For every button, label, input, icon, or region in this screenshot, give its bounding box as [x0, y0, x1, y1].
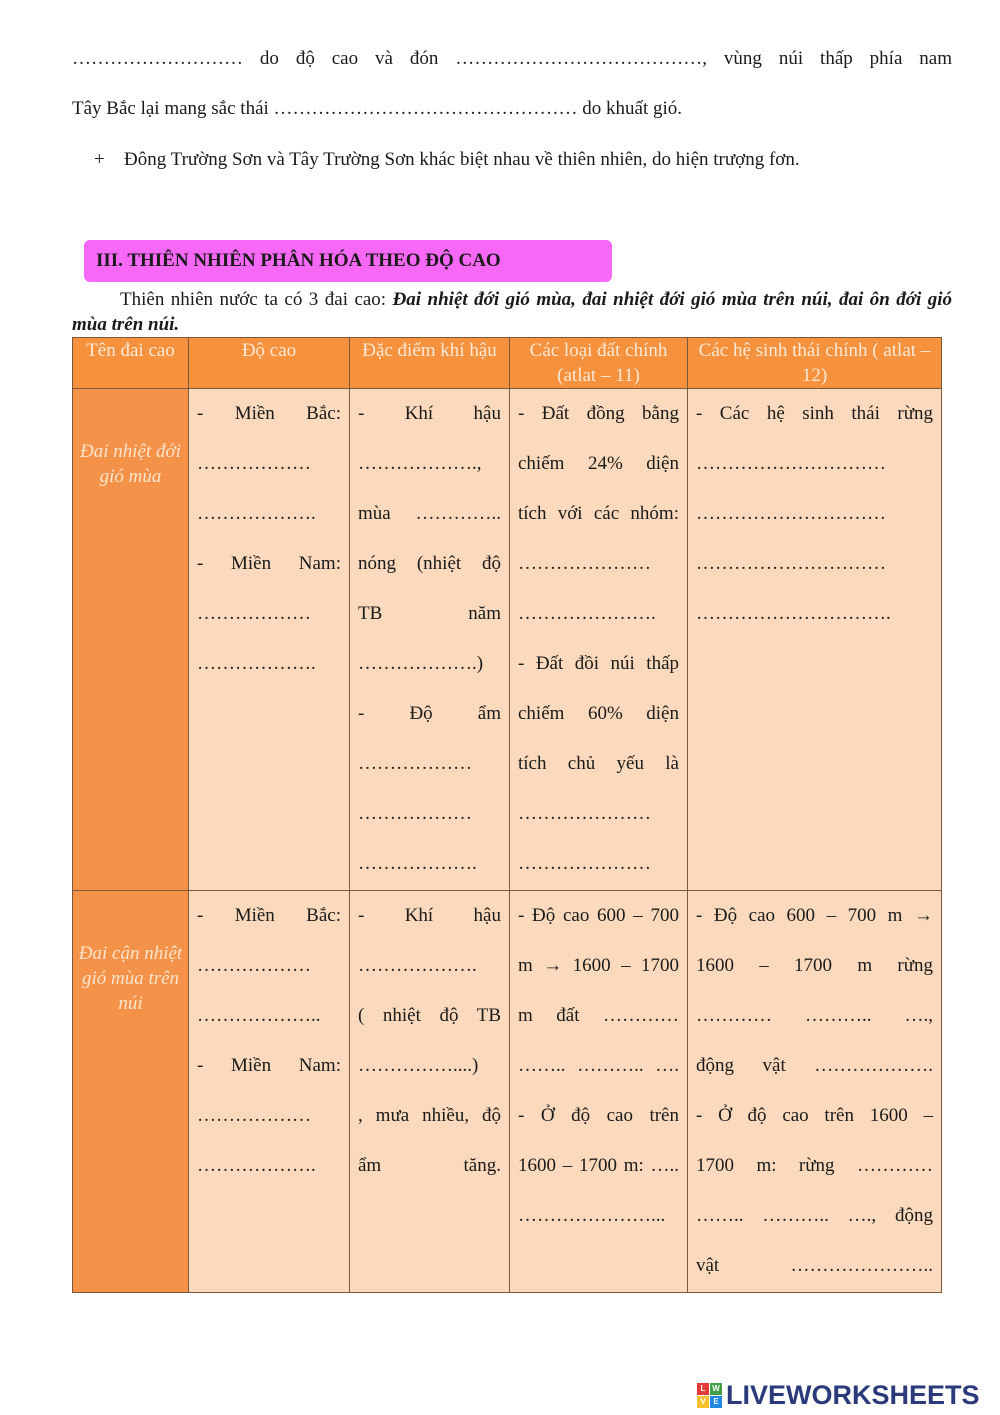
paragraph-line-2: Tây Bắc lại mang sắc thái ………………………………………… do khuất gió. — [72, 98, 683, 119]
cell-line: 1600 – 1700 m: ….. — [518, 1155, 679, 1176]
cell-line: nóng (nhiệt độ — [358, 553, 501, 574]
cell-line: …………………. — [518, 603, 656, 624]
cell-line: ………………. — [197, 1155, 316, 1176]
header-altitude: Độ cao — [189, 338, 350, 389]
cell-line: - Miền Bắc: — [197, 905, 341, 926]
ecosystem-cell — [688, 891, 942, 1293]
header-ecosystem: Các hệ sinh thái chính ( atlat – 12) — [688, 338, 942, 389]
cell-line: - Khí hậu — [358, 905, 501, 926]
intro-bold: Đai nhiệt đới gió mùa, đai nhiệt đới gió mùa trên núi, đai ôn đới gió mùa trên núi. — [72, 289, 952, 335]
section-intro — [72, 287, 952, 337]
cell-line: - Các hệ sinh thái rừng — [696, 403, 933, 424]
table-header-row — [73, 338, 942, 389]
cell-line: ……………….) — [358, 653, 484, 674]
climate-cell — [350, 891, 510, 1293]
cell-line: - Đất đồng bằng — [518, 403, 679, 424]
belt-name: Đai nhiệt đới gió mùa — [73, 389, 189, 891]
cell-line: ……………… — [197, 1105, 311, 1126]
cell-line: ……………….. — [197, 1005, 321, 1026]
cell-line: , mưa nhiều, độ — [358, 1105, 501, 1126]
cell-line: ……………… — [197, 955, 311, 976]
logo-text: LIVEWORKSHEETS — [726, 1380, 980, 1410]
cell-line: - Đất đồi núi thấp — [518, 653, 679, 674]
cell-line: …………………... — [518, 1205, 666, 1226]
bullet-text: Đông Trường Sơn và Tây Trường Sơn khác biệt nhau về thiên nhiên, do hiện trượng fơn. — [124, 149, 800, 170]
cell-line: TB năm — [358, 603, 501, 624]
cell-line: - Miền Nam: — [197, 1055, 341, 1076]
cell-line: mùa ………….. — [358, 503, 501, 524]
cell-line: ………………………… — [696, 503, 886, 524]
logo-mark-icon: L W V E — [697, 1383, 722, 1408]
cell-line: ( nhiệt độ TB — [358, 1005, 501, 1026]
cell-line: tích chủ yếu là — [518, 753, 679, 774]
bullet-plus-icon: + — [94, 149, 105, 170]
cell-line: vật ………………….. — [696, 1255, 933, 1276]
bullet-line — [94, 149, 974, 171]
soil-cell — [510, 389, 688, 891]
climate-cell — [350, 389, 510, 891]
cell-line: - Độ cao 600 – 700 — [518, 905, 679, 926]
cell-line: - Ở độ cao trên — [518, 1105, 679, 1126]
cell-line: - Độ cao 600 – 700 m → — [696, 905, 933, 926]
cell-line: …….. ……….. …. — [518, 1055, 679, 1076]
liveworksheets-logo[interactable] — [697, 1375, 980, 1415]
soil-cell — [510, 891, 688, 1293]
cell-line: - Miền Bắc: — [197, 403, 341, 424]
cell-line: ………………… — [518, 853, 651, 874]
cell-line: ………………… — [518, 553, 651, 574]
cell-line: 1700 m: rừng ………… — [696, 1155, 933, 1176]
cell-line: ………………………… — [696, 553, 886, 574]
cell-line: chiếm 60% diện — [518, 703, 679, 724]
intro-plain: Thiên nhiên nước ta có 3 đai cao: — [120, 289, 393, 310]
ecosystem-cell — [688, 389, 942, 891]
cell-line: ……………… — [197, 453, 311, 474]
cell-line: m → 1600 – 1700 — [518, 955, 679, 976]
cell-line: ………………. — [197, 503, 316, 524]
table-row — [73, 891, 942, 1293]
altitude-cell — [189, 891, 350, 1293]
cell-line: m đất ………… — [518, 1005, 679, 1026]
header-name: Tên đai cao — [73, 338, 189, 389]
cell-line: chiếm 24% diện — [518, 453, 679, 474]
cell-line: ………………………… — [696, 453, 886, 474]
cell-line: ẩm tăng. — [358, 1155, 501, 1176]
section-heading: III. THIÊN NHIÊN PHÂN HÓA THEO ĐỘ CAO — [84, 240, 612, 282]
cell-line: ………………… — [518, 803, 651, 824]
cell-line: - Độ ẩm — [358, 703, 501, 724]
header-climate: Đặc điểm khí hậu — [350, 338, 510, 389]
belt-name: Đai cận nhiệt gió mùa trên núi — [73, 891, 189, 1293]
header-soil: Các loại đất chính (atlat – 11) — [510, 338, 688, 389]
cell-line: ………………., — [358, 453, 482, 474]
cell-line: ……………… — [358, 803, 472, 824]
paragraph-line-1: ……………………… do độ cao và đón …………………………………, vùng núi thấp phía nam — [72, 48, 952, 69]
cell-line: …….. ……….. …., động — [696, 1205, 933, 1226]
cell-line: - Miền Nam: — [197, 553, 341, 574]
cell-line: …………………………. — [696, 603, 891, 624]
cell-line: 1600 – 1700 m rừng — [696, 955, 933, 976]
cell-line: tích với các nhóm: — [518, 503, 679, 524]
cell-line: ………………. — [358, 955, 477, 976]
altitude-cell — [189, 389, 350, 891]
cell-line: ………………. — [197, 653, 316, 674]
cell-line: ……………....) — [358, 1055, 479, 1076]
cell-line: ………… ……….. …., — [696, 1005, 933, 1026]
altitude-belt-table — [72, 337, 942, 1293]
cell-line: - Khí hậu — [358, 403, 501, 424]
cell-line: ………………. — [358, 853, 477, 874]
cell-line: ……………… — [197, 603, 311, 624]
cell-line: động vật ………………. — [696, 1055, 933, 1076]
cell-line: ……………… — [358, 753, 472, 774]
table-row — [73, 389, 942, 891]
cell-line: - Ở độ cao trên 1600 – — [696, 1105, 933, 1126]
